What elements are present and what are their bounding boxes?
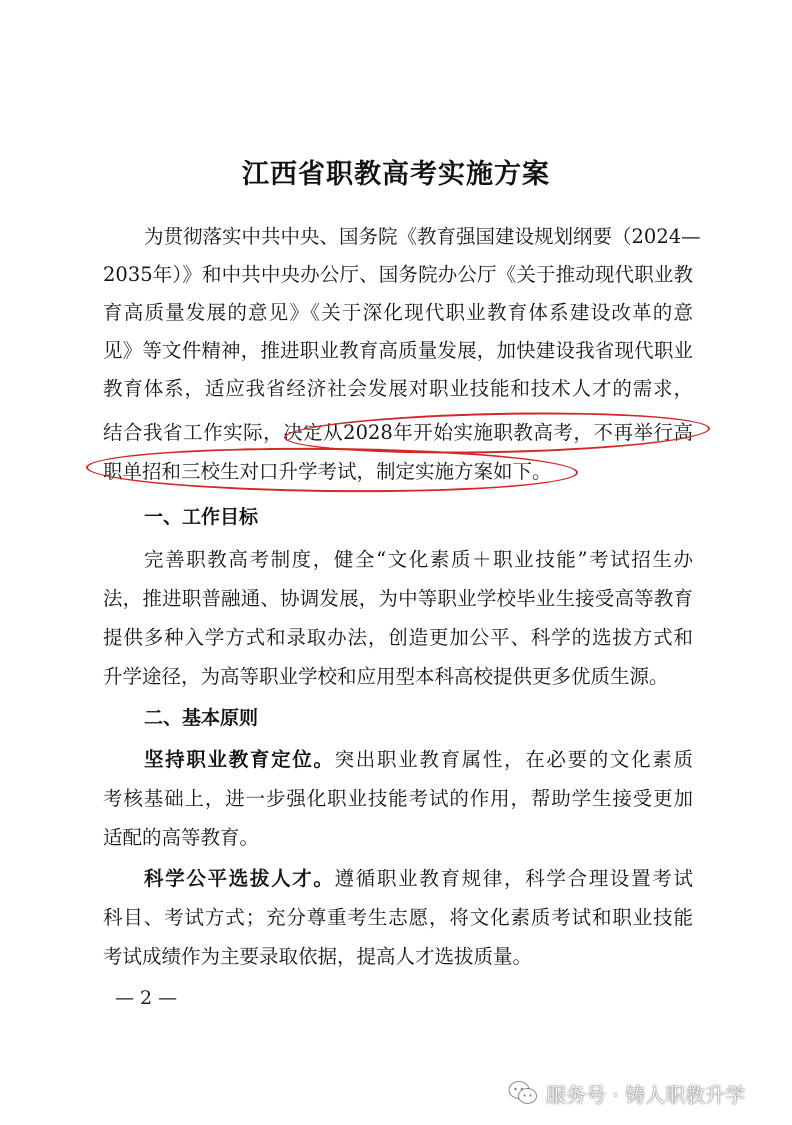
paragraph-line: 考核基础上，进一步强化职业技能考试的作用，帮助学生接受更加 (103, 787, 693, 810)
intro-line: 结合我省工作实际，决定从2028年开始实施职教高考，不再举行高 (103, 421, 693, 444)
document-title: 江西省职教高考实施方案 (242, 159, 550, 190)
paragraph-line: 考试成绩作为主要录取依据，提高人才选拔质量。 (103, 945, 533, 968)
wechat-icon (508, 1080, 538, 1106)
principle-text: 突出职业教育属性，在必要的文化素质 (334, 748, 693, 771)
page-number: — 2 — (115, 987, 178, 1009)
paragraph-line: 法，推进职普融通、协调发展，为中等职业学校毕业生接受高等教育 (103, 587, 693, 610)
intro-line: 见》等文件精神，推进职业教育高质量发展，加快建设我省现代职业 (103, 339, 693, 362)
paragraph-line: 科目、考试方式；充分尊重考生志愿，将文化素质考试和职业技能 (103, 906, 693, 929)
section-heading-principles: 二、基本原则 (144, 707, 259, 729)
intro-line: 教育体系，适应我省经济社会发展对职业技能和技术人才的需求， (103, 377, 693, 400)
watermark (508, 1078, 745, 1108)
intro-line: 2035年）》和中共中央办公厅、国务院办公厅《关于推动现代职业教 (103, 263, 693, 286)
principle-lead: 科学公平选拔人才。 (144, 867, 335, 890)
section-heading-goals: 一、工作目标 (144, 506, 259, 528)
paragraph-line (144, 747, 693, 773)
intro-line: 为贯彻落实中共中央、国务院《教育强国建设规划纲要（2024— (144, 225, 701, 248)
paragraph-line: 适配的高等教育。 (103, 826, 260, 849)
principle-text: 遵循职业教育规律，科学合理设置考试 (334, 867, 693, 890)
watermark-text: 服务号 · 铸人职教升学 (546, 1082, 746, 1107)
paragraph-line: 提供多种入学方式和录取办法，创造更加公平、科学的选拔方式和 (103, 626, 693, 649)
intro-line: 职单招和三校生对口升学考试，制定实施方案如下。 (103, 460, 552, 483)
intro-line: 育高质量发展的意见》《关于深化现代职业教育体系建设改革的意 (103, 301, 693, 324)
principle-lead: 坚持职业教育定位。 (144, 748, 335, 771)
paragraph-line: 完善职教高考制度，健全“文化素质＋职业技能”考试招生办 (144, 548, 693, 571)
paragraph-line: 升学途径，为高等职业学校和应用型本科高校提供更多优质生源。 (103, 665, 669, 688)
paragraph-line (144, 866, 693, 892)
